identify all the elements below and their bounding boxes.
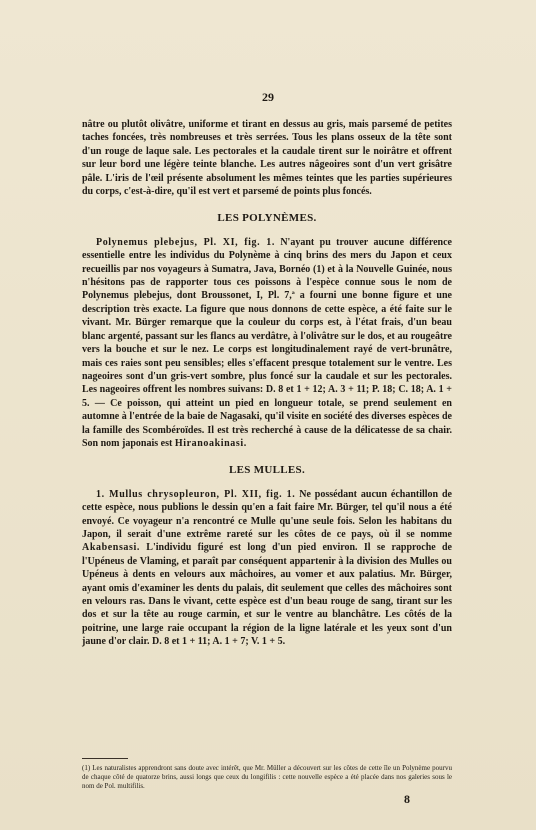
- main-text: [82, 118, 452, 649]
- page-number: 29: [262, 90, 274, 104]
- section-title-polynemes: LES POLYNÈMES.: [217, 212, 317, 225]
- species-name-mullus: 1. Mullus chrysopleuron, Pl. XII, fig. 1.: [96, 488, 296, 500]
- polynemus-paragraph: [82, 236, 452, 451]
- mullus-text: Ne possédant aucun échantillon de cette espèce, nous publions le dessin qu'en a fait faire Mr. Bürger, tel qu'il nous a été envoyé. Ce voyageur n'a rencontré ce Mulle qu'une seule fois. Selon les habitans du Japon, il serait d'une extrême rareté sur les côtes de ce pays, où il se nomme: [82, 488, 452, 540]
- signature-mark: 8: [404, 792, 410, 806]
- polynemus-text: N'ayant pu trouver aucune différence essentielle entre les individus du Polynème à cinq brins des mers du Japon et ceux recueillis par nos voyageurs à Sumatra, Java, Bornéo (1) et à la Nouvelle Guinée, nous n'hésitons pas de rapporter tous ces poissons à l'espèce connue sous le nom de Polynemus plebejus, dont Broussonet, I, Pl. 7,ª a fourni une bonne figure et une description très exacte. La figure que nous donnons de cette espèce, a été faite sur le vivant. Mr. Bürger remarque que la couleur du corps est, à l'état frais, d'un beau blanc argenté, passant sur les flancs au verdâtre, à l'olivâtre sur le dos, et au rougeâtre vers la bouche et sur le nez. Le corps est longitudinalement rayé de vert-brunâtre, mais ces raies sont peu sensibles; elles s'effacent presque totalement sur le ventre. Les nageoires sont d'un gris-vert sombre, plus foncé sur la caudale et sur les pectorales. Les nageoires offrent les nombres suivans: D. 8 et 1 + 12; A. 3 + 11; P. 18; C. 18; A. 1 + 5. — Ce poisson, qui atteint un pied en longueur totale, se prend seulement en automne à l'entrée de la baie de Nagasaki, qu'il visite en société des diverses espèces de la famille des Scombéroïdes. Il est très recherché à cause de la délicatesse de sa chair. Son nom japonais est: [82, 236, 452, 449]
- section-title-mulles: LES MULLES.: [228, 464, 306, 477]
- mullus-paragraph: [82, 488, 452, 649]
- mullus-text-continued: L'individu figuré est long d'un pied environ. Il se rapproche de l'Upéneus de Vlaming, et paraît par conséquent appartenir à la division des Mulles ou Upéneus à dents en velours aux mâchoires, au vomer et aux palatius. Mr. Bürger, ayant omis d'examiner les dents du palais, dit seulement que celles des mâchoires sont en velours ras. Dans le vivant, cette espèce est d'un beau rouge de sang, tirant sur les dos et sur la tête au rouge carmin, et sur le ventre au blanchâtre. Les côtés de la poitrine, une large raie occupant la région de la ligne latérale et les yeux sont d'un jaune d'or clair. D. 8 et 1 + 11; A. 1 + 7; V. 1 + 5.: [82, 542, 452, 648]
- footnote: (1) Les naturalistes apprendront sans doute avec intérêt, que Mr. Müller a découvert sur les côtes de cette île un Polynème pourvu de chaque côté de quatorze brins, aussi longs que ceux du longifilis : cette nouvelle espèce a été placée dans nos galeries sous le nom de Pol. multifilis.: [82, 764, 452, 790]
- japanese-name-mullus: Akabensasi.: [82, 542, 141, 554]
- footnote-rule: [82, 758, 128, 759]
- species-name-polynemus: Polynemus plebejus, Pl. XI, fig. 1.: [96, 236, 275, 248]
- intro-paragraph: nâtre ou plutôt olivâtre, uniforme et tirant en dessus au gris, mais parsemé de petites taches foncées, très nombreuses et très serrées. Tous les plans osseux de la tête sont d'un rouge de laque sale. Les pectorales et la caudale tirent sur le noirâtre et offrent sur leur bord une légère teinte blanche. Les autres nâgeoires sont d'un vert grisâtre pâle. L'iris de l'œil présente absolument les mêmes teintes que les parties supérieures du corps, c'est-à-dire, qu'il est vert et parsemé de points plus foncés.: [82, 119, 452, 198]
- japanese-name-polynemus: Hiranoakinasi.: [174, 437, 247, 449]
